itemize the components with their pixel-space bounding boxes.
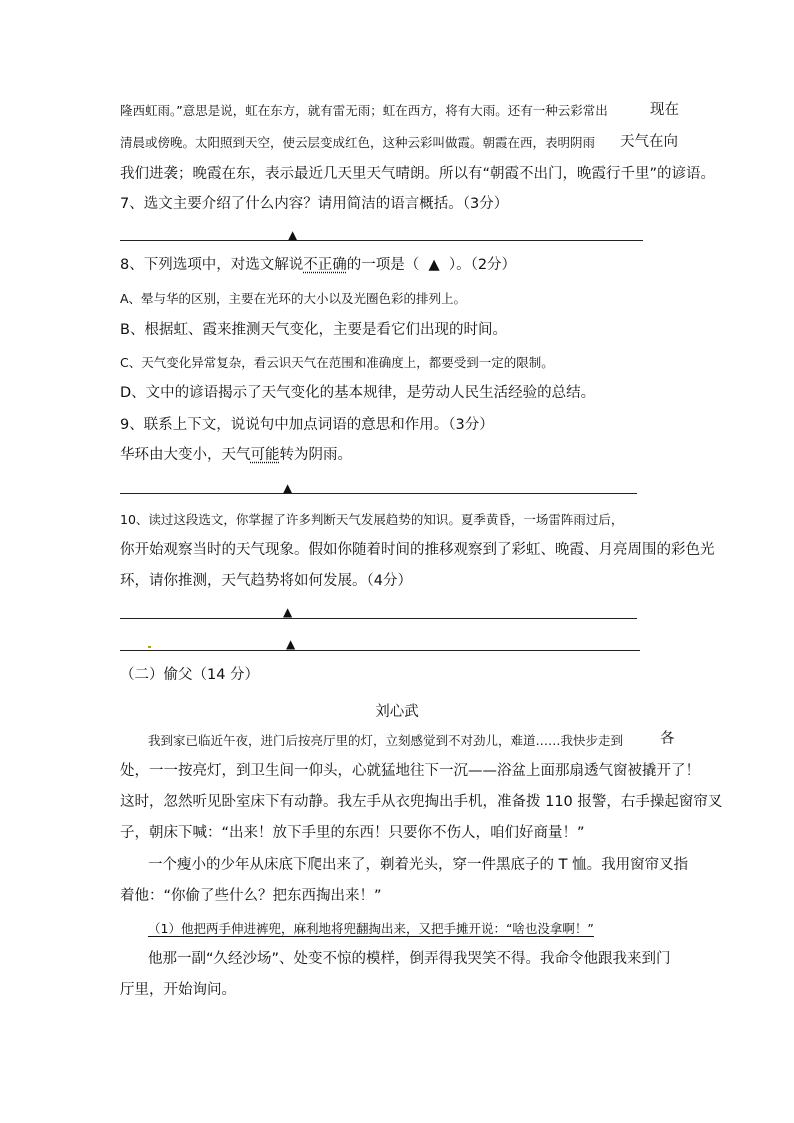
section-2-author: 刘心武	[375, 704, 419, 720]
answer-line-q10-2[interactable]	[120, 650, 640, 651]
story-line-1: 我到家已临近午夜，进门后按亮厅里的灯，立刻感觉到不对劲儿，难道……我快步走到	[148, 733, 624, 748]
question-8-prefix: 8、下列选项中，对选文解说	[120, 257, 304, 273]
question-10-line-2: 你开始观察当时的天气现象。假如你随着时间的推移观察到了彩虹、晚霞、月亮周围的彩色光	[120, 542, 715, 558]
question-9: 9、联系上下文，说说句中加点词语的意思和作用。（3分）	[120, 417, 494, 433]
answer-line-q9[interactable]	[120, 493, 637, 494]
option-c: C、天气变化异常复杂，看云识天气在范围和准确度上，都要受到一定的限制。	[120, 355, 554, 370]
story-line-2: 处，一一按亮灯，到卫生间一仰头，心就猛地往下一沉——浴盆上面那扇透气窗被撬开了！	[120, 763, 700, 779]
question-9-sentence	[120, 447, 352, 464]
passage-line-1: 隆西虹雨。”意思是说，虹在东方，就有雷无雨；虹在西方，将有大雨。还有一种云彩常出	[120, 103, 608, 118]
answer-mark-q8: ▲	[428, 257, 440, 273]
answer-mark-q10-1: ▲	[283, 605, 293, 619]
story-line-1-tail: 各	[660, 731, 675, 747]
story-line-5: 一个瘦小的少年从床底下爬出来了，剃着光头，穿一件黑底子的 T 恤。我用窗帘叉指	[148, 857, 689, 873]
question-7: 7、选文主要介绍了什么内容？请用简洁的语言概括。（3分）	[120, 196, 509, 212]
story-line-9: 厅里，开始询问。	[120, 982, 236, 998]
passage-line-2-tail: 天气在向	[620, 134, 678, 150]
question-10-line-1: 10、读过这段选文，你掌握了许多判断天气发展趋势的知识。夏季黄昏，一场雷阵雨过后，	[120, 512, 624, 527]
option-a: A、晕与华的区别，主要在光环的大小以及光圈色彩的排列上。	[120, 291, 467, 306]
option-b: B、根据虹、霞来推测天气变化，主要是看它们出现的时间。	[120, 322, 507, 338]
q9-sentence-prefix: 华环由大变小，天气	[120, 447, 251, 463]
story-line-7-underlined: （1）他把两手伸进裤兜，麻利地将兜翻掏出来，又把手摊开说：“啥也没拿啊！”	[148, 921, 594, 936]
answer-line-q10-1[interactable]	[120, 618, 637, 619]
question-8-emphasis: 不正确	[303, 257, 347, 273]
ink-speck	[148, 646, 151, 648]
story-line-3: 这时，忽然听见卧室床下有动静。我左手从衣兜掏出手机，准备拨 110 报警，右手操起窗帘叉	[120, 794, 723, 810]
answer-mark-q7: ▲	[288, 228, 298, 242]
passage-line-2: 清晨或傍晚。太阳照到天空，使云层变成红色，这种云彩叫做霞。朝霞在西，表明阴雨	[120, 135, 596, 150]
section-2-heading: （二）偷父（14 分）	[120, 667, 260, 683]
answer-mark-q10-2: ▲	[286, 637, 296, 651]
question-8-suffix: 的一项是（	[346, 257, 420, 273]
answer-line-q7[interactable]	[120, 240, 643, 241]
passage-line-1-tail: 现在	[650, 102, 679, 118]
question-10-line-3: 环，请你推测，天气趋势将如何发展。（4分）	[120, 573, 412, 589]
q9-sentence-emphasis: 可能	[250, 447, 280, 463]
answer-mark-q9: ▲	[283, 481, 293, 495]
passage-line-3: 我们进袭；晚霞在东，表示最近几天里天气晴朗。所以有“朝霞不出门，晚霞行千里”的谚语。	[120, 166, 716, 182]
story-line-4: 子，朝床下喊：“出来！放下手里的东西！只要你不伤人，咱们好商量！”	[120, 825, 585, 841]
q9-sentence-suffix: 转为阴雨。	[279, 447, 352, 463]
question-8	[120, 257, 516, 274]
story-line-6: 着他：“你偷了些什么？把东西掏出来！”	[120, 888, 382, 904]
question-8-end: ）。（2分）	[448, 257, 517, 273]
story-line-8: 他那一副“久经沙场”、处变不惊的模样，倒弄得我哭笑不得。我命令他跟我来到门	[148, 951, 671, 967]
option-d: D、文中的谚语揭示了天气变化的基本规律，是劳动人民生活经验的总结。	[120, 385, 596, 401]
